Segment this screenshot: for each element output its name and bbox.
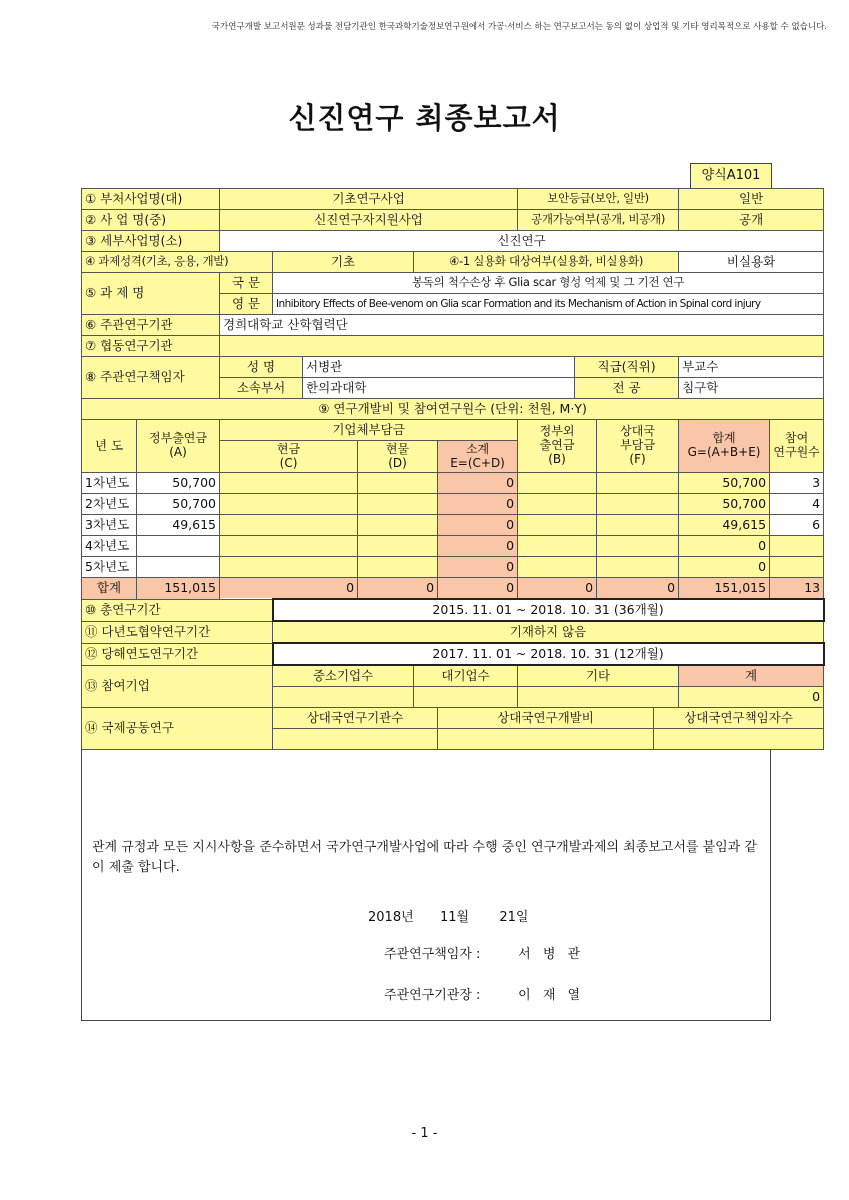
date-day: 21일	[499, 910, 529, 925]
intl-partner-inst-value	[273, 729, 438, 750]
budget-row	[82, 536, 824, 557]
security-label: 보안등급(보안, 일반)	[518, 189, 679, 210]
header-year: 년 도	[82, 420, 137, 473]
program-label: ② 사 업 명(중)	[82, 210, 220, 231]
pi-major-label: 전 공	[575, 378, 679, 399]
kor-title-label: 국 문	[220, 273, 273, 294]
declaration-text: 관계 규정과 모든 지시사항을 준수하면서 국가연구개발사업에 따라 수행 중인 연구개발과제의 최종보고서를 붙임과 같이 제출 합니다.	[92, 840, 757, 875]
header-total: 합계 G=(A+B+E)	[679, 420, 770, 473]
budget-other-gov	[518, 515, 597, 536]
budget-subtotal: 0	[438, 494, 518, 515]
budget-title: ⑨ 연구개발비 및 참여연구원수 (단위: 천원, M·Y)	[82, 399, 824, 420]
sum-researchers: 13	[770, 578, 824, 600]
pi-major-value: 침구학	[679, 378, 824, 399]
budget-other-gov	[518, 536, 597, 557]
row-current-period	[82, 643, 824, 665]
budget-row	[82, 473, 824, 494]
companies-other: 기타	[518, 665, 679, 687]
budget-partner	[597, 494, 679, 515]
budget-other-gov	[518, 494, 597, 515]
budget-year: 1차년도	[82, 473, 137, 494]
budget-goods	[358, 557, 438, 578]
header-researchers: 참여 연구원수	[770, 420, 824, 473]
budget-other-gov	[518, 557, 597, 578]
intl-partner-inst: 상대국연구기관수	[273, 708, 438, 729]
intl-label: ⑭ 국제공동연구	[82, 708, 273, 750]
budget-total: 49,615	[679, 515, 770, 536]
budget-year: 4차년도	[82, 536, 137, 557]
project-title-label: ⑤ 과 제 명	[82, 273, 220, 315]
header-goods: 현물 (D)	[358, 441, 438, 473]
lead-institution-value: 경희대학교 산학협력단	[220, 315, 824, 336]
row-intl-header	[82, 708, 824, 729]
coop-institution-label: ⑦ 협동연구기관	[82, 336, 220, 357]
eng-title-label: 영 문	[220, 294, 273, 315]
budget-gov: 49,615	[137, 515, 220, 536]
row-budget-sum	[82, 578, 824, 600]
budget-gov	[137, 557, 220, 578]
row-budget-header-1	[82, 420, 824, 441]
sum-gov: 151,015	[137, 578, 220, 600]
intl-partner-fund-value	[438, 729, 654, 750]
budget-researchers	[770, 536, 824, 557]
intl-partner-lead-value	[654, 729, 824, 750]
pi-name-label: 성 명	[220, 357, 303, 378]
row-budget-title	[82, 399, 824, 420]
budget-researchers: 6	[770, 515, 824, 536]
form-number: 양식A101	[690, 163, 772, 189]
header-partner: 상대국 부담금 (F)	[597, 420, 679, 473]
budget-total: 50,700	[679, 473, 770, 494]
signature-head-name: 이 재 열	[518, 988, 585, 1003]
companies-total-value: 0	[679, 687, 824, 708]
row-coop-institution	[82, 336, 824, 357]
budget-goods	[358, 494, 438, 515]
row-total-period	[82, 599, 824, 621]
ministry-label: ① 부처사업명(대)	[82, 189, 220, 210]
budget-researchers: 4	[770, 494, 824, 515]
budget-subtotal: 0	[438, 473, 518, 494]
signature-head-label: 주관연구기관장 :	[384, 988, 481, 1003]
budget-partner	[597, 473, 679, 494]
budget-total: 0	[679, 536, 770, 557]
budget-subtotal: 0	[438, 557, 518, 578]
current-period-value: 2017. 11. 01 ~ 2018. 10. 31 (12개월)	[273, 643, 824, 665]
budget-other-gov	[518, 473, 597, 494]
sum-goods: 0	[358, 578, 438, 600]
pi-position-label: 직급(직위)	[575, 357, 679, 378]
pi-label: ⑧ 주관연구책임자	[82, 357, 220, 399]
total-period-label: ⑩ 총연구기간	[82, 599, 273, 621]
header-subtotal: 소계 E=(C+D)	[438, 441, 518, 473]
budget-goods	[358, 536, 438, 557]
budget-cash	[220, 494, 358, 515]
pi-name-value: 서병관	[303, 357, 575, 378]
row-nature	[82, 252, 824, 273]
subprogram-label: ③ 세부사업명(소)	[82, 231, 220, 252]
kor-title-value: 봉독의 척수손상 후 Glia scar 형성 억제 및 그 기전 연구	[273, 273, 824, 294]
row-project-title-kor	[82, 273, 824, 294]
current-period-label: ⑫ 당해연도연구기간	[82, 643, 273, 665]
signature-pi-name: 서 병 관	[518, 947, 585, 962]
budget-researchers	[770, 557, 824, 578]
disclosure-label: 공개가능여부(공개, 비공개)	[518, 210, 679, 231]
row-multi-period	[82, 621, 824, 643]
coop-institution-value	[220, 336, 824, 357]
report-form-table	[81, 188, 825, 750]
row-subprogram	[82, 231, 824, 252]
companies-total: 계	[679, 665, 824, 687]
budget-cash	[220, 515, 358, 536]
budget-goods	[358, 473, 438, 494]
budget-row	[82, 515, 824, 536]
budget-gov: 50,700	[137, 494, 220, 515]
budget-subtotal: 0	[438, 515, 518, 536]
total-period-value: 2015. 11. 01 ~ 2018. 10. 31 (36개월)	[273, 599, 824, 621]
nature-label: ④ 과제성격(기초, 응용, 개발)	[82, 252, 273, 273]
budget-gov: 50,700	[137, 473, 220, 494]
date-month: 11월	[439, 910, 470, 925]
subprogram-value: 신진연구	[220, 231, 824, 252]
header-gov: 정부출연금 (A)	[137, 420, 220, 473]
commercialization-value: 비실용화	[679, 252, 824, 273]
budget-partner	[597, 515, 679, 536]
budget-row	[82, 494, 824, 515]
page-number: - 1 -	[411, 1126, 438, 1141]
row-ministry	[82, 189, 824, 210]
commercialization-label: ④-1 실용화 대상여부(실용화, 비실용화)	[414, 252, 679, 273]
intl-partner-lead: 상대국연구책임자수	[654, 708, 824, 729]
companies-large: 대기업수	[414, 665, 518, 687]
submission-date	[368, 906, 528, 925]
budget-total: 0	[679, 557, 770, 578]
signature-head	[384, 984, 584, 1003]
budget-year: 5차년도	[82, 557, 137, 578]
multi-period-label: ⑪ 다년도협약연구기간	[82, 621, 273, 643]
program-value: 신진연구자지원사업	[220, 210, 518, 231]
budget-researchers: 3	[770, 473, 824, 494]
companies-sme: 중소기업수	[273, 665, 414, 687]
nature-value: 기초	[273, 252, 414, 273]
sum-other-gov: 0	[518, 578, 597, 600]
companies-other-value	[518, 687, 679, 708]
intl-partner-fund: 상대국연구개발비	[438, 708, 654, 729]
budget-year: 2차년도	[82, 494, 137, 515]
budget-gov	[137, 536, 220, 557]
row-companies-header	[82, 665, 824, 687]
row-program	[82, 210, 824, 231]
copyright-notice: 국가연구개발 보고서원문 성과물 전담기관인 한국과학기술정보연구원에서 가공·서비스 하는 연구보고서는 동의 없이 상업적 및 기타 영리목적으로 사용할 수 없습니다.	[211, 22, 827, 32]
sum-subtotal: 0	[438, 578, 518, 600]
signature-pi	[384, 943, 584, 962]
security-value: 일반	[679, 189, 824, 210]
pi-dept-label: 소속부서	[220, 378, 303, 399]
budget-partner	[597, 536, 679, 557]
ministry-value: 기초연구사업	[220, 189, 518, 210]
budget-cash	[220, 473, 358, 494]
row-pi-name	[82, 357, 824, 378]
pi-position-value: 부교수	[679, 357, 824, 378]
sum-total: 151,015	[679, 578, 770, 600]
sum-partner: 0	[597, 578, 679, 600]
budget-total: 50,700	[679, 494, 770, 515]
header-cash: 현금 (C)	[220, 441, 358, 473]
eng-title-value: Inhibitory Effects of Bee-venom on Glia scar Formation and its Mechanism of Action in Spinal cord injury	[273, 294, 824, 315]
companies-label: ⑬ 참여기업	[82, 665, 273, 708]
lead-institution-label: ⑥ 주관연구기관	[82, 315, 220, 336]
page-title: 신진연구 최종보고서	[288, 101, 561, 135]
budget-subtotal: 0	[438, 536, 518, 557]
budget-goods	[358, 515, 438, 536]
signature-pi-label: 주관연구책임자 :	[384, 947, 481, 962]
sum-cash: 0	[220, 578, 358, 600]
budget-partner	[597, 557, 679, 578]
disclosure-value: 공개	[679, 210, 824, 231]
budget-year: 3차년도	[82, 515, 137, 536]
date-year: 2018년	[368, 910, 414, 925]
budget-row	[82, 557, 824, 578]
pi-dept-value: 한의과대학	[303, 378, 575, 399]
sum-label: 합계	[82, 578, 137, 600]
header-corp: 기업체부담금	[220, 420, 518, 441]
row-lead-institution	[82, 315, 824, 336]
companies-large-value	[414, 687, 518, 708]
header-other-gov: 정부외 출연금 (B)	[518, 420, 597, 473]
companies-sme-value	[273, 687, 414, 708]
budget-cash	[220, 536, 358, 557]
budget-cash	[220, 557, 358, 578]
multi-period-value: 기재하지 않음	[273, 621, 824, 643]
